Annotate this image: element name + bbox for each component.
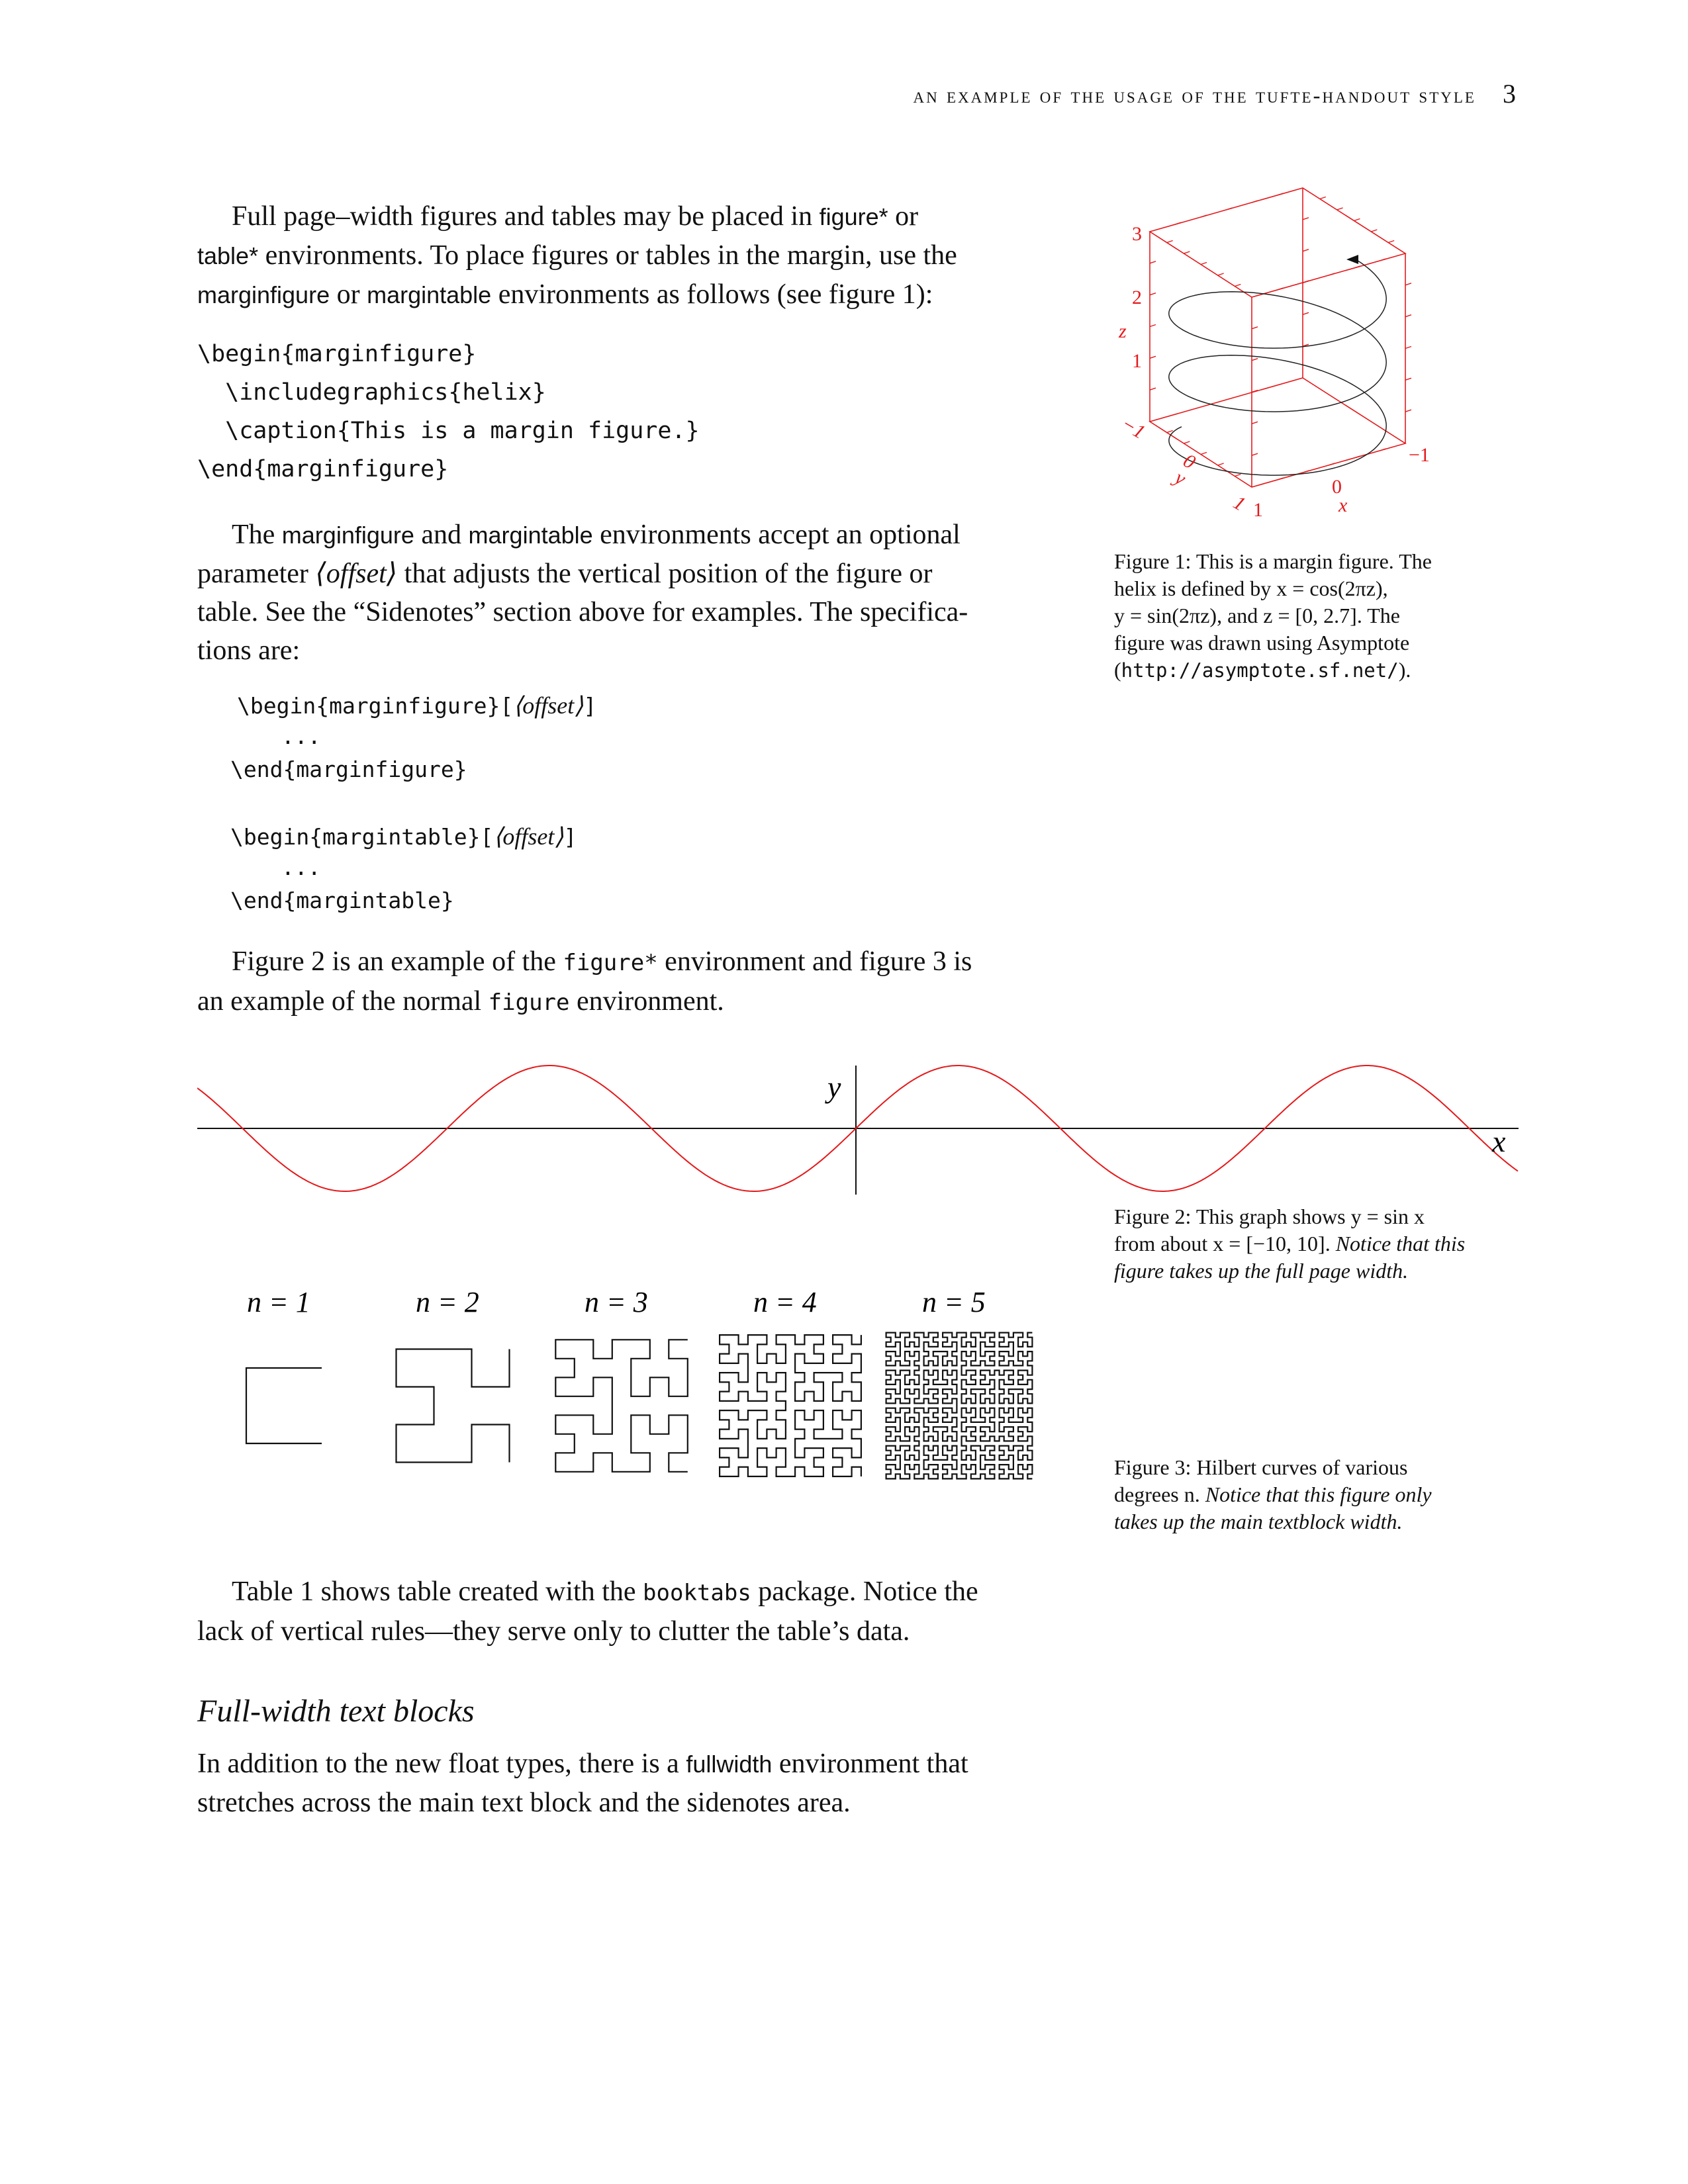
helix-figure [1092, 172, 1523, 556]
code-line: \caption{This is a margin figure.} [197, 418, 700, 444]
text: package. Notice the [751, 1576, 978, 1607]
x-tick: −1 [1409, 444, 1430, 466]
text: Table 1 shows table created with the [232, 1576, 643, 1607]
env-name: marginfigure [281, 522, 414, 549]
text: stretches across the main text block and the sidenotes area. [197, 1788, 851, 1818]
y-tick: −1 [1117, 412, 1149, 443]
text: Full page–width figures and tables may be placed in [232, 201, 820, 232]
x-tick: 1 [1253, 499, 1263, 521]
text: from about x = [−10, 10]. [1114, 1232, 1336, 1255]
param: ⟨offset⟩ [513, 692, 584, 719]
z-label: z [1119, 320, 1127, 342]
helix-axis-labels [1118, 223, 1430, 521]
hilbert-curve-n4 [720, 1335, 861, 1477]
env-name: table* [197, 242, 259, 269]
code-line: \end{margintable} [230, 887, 454, 913]
arrow-head-icon [1346, 255, 1358, 264]
code-line: \includegraphics{helix} [197, 379, 546, 406]
text: The [232, 520, 282, 550]
text: parameter [197, 559, 316, 589]
text: Notice that this [1335, 1232, 1466, 1255]
env-name: margintable [468, 522, 593, 549]
code: ] [583, 693, 597, 719]
z-tick: 3 [1132, 223, 1142, 245]
degree-label: n = 4 [753, 1286, 817, 1318]
text: environments. To place figures or tables in the margin, use the [258, 240, 957, 271]
figure2-caption [1114, 1203, 1518, 1285]
y-axis-label: y [827, 1070, 841, 1104]
caption-line: Figure 3: Hilbert curves of various [1114, 1455, 1408, 1479]
degree-label: n = 2 [416, 1286, 479, 1318]
code: booktabs [643, 1580, 751, 1606]
text: Figure 2 is an example of the [232, 946, 563, 977]
paragraph-floats-intro [197, 197, 1051, 314]
caption-line: figure was drawn using Asymptote [1114, 631, 1410, 655]
text: environment. [569, 986, 724, 1017]
text: or [888, 201, 919, 232]
env-name: fullwidth [686, 1751, 773, 1778]
section-heading: Full-width text blocks [197, 1694, 475, 1729]
hilbert-curve-n5 [886, 1333, 1033, 1479]
helix-curve [1169, 259, 1386, 475]
text: ( [1114, 658, 1121, 682]
helix-ticks [1150, 193, 1411, 480]
code: ] [563, 824, 577, 850]
sine-figure [197, 1046, 1519, 1198]
text: and [414, 520, 469, 550]
code-line: ... [281, 854, 321, 880]
text: In addition to the new float types, there is a [197, 1749, 686, 1779]
text: degrees n. [1114, 1482, 1205, 1506]
y-tick: 1 [1229, 491, 1249, 516]
text: environment that [772, 1749, 968, 1779]
paragraph-offset [197, 516, 1051, 670]
param: ⟨offset⟩ [315, 559, 398, 589]
figure1-caption [1114, 548, 1518, 684]
page-number: 3 [1503, 79, 1516, 109]
text: environments accept an optional [592, 520, 961, 550]
caption-line: takes up the main textblock width. [1114, 1510, 1403, 1533]
env-name: figure* [819, 203, 888, 230]
param: ⟨offset⟩ [493, 823, 564, 850]
figure3-caption [1114, 1454, 1518, 1535]
degree-label: n = 1 [247, 1286, 310, 1318]
degree-label: n = 5 [922, 1286, 986, 1318]
code-line: ... [281, 723, 321, 749]
code-line: \end{marginfigure} [230, 756, 467, 782]
text: environment and figure 3 is [657, 946, 972, 977]
paragraph-fullwidth [197, 1745, 1051, 1822]
text: ). [1398, 658, 1411, 682]
text: lack of vertical rules—they serve only to clutter the table’s data. [197, 1616, 910, 1647]
hilbert-curve-n3 [555, 1340, 688, 1472]
text: table. See the “Sidenotes” section above for examples. The specifica- [197, 597, 968, 627]
x-label: x [1338, 494, 1348, 516]
url-link[interactable]: http://asymptote.sf.net/ [1121, 659, 1399, 682]
caption-line: y = sin(2πz), and z = [0, 2.7]. The [1114, 604, 1400, 627]
y-label: y [1170, 467, 1190, 490]
x-axis-label: x [1492, 1124, 1506, 1158]
hilbert-curve-n2 [397, 1349, 510, 1463]
paragraph-figure-refs [197, 942, 1051, 1022]
hilbert-labels [247, 1286, 986, 1318]
paragraph-booktabs [197, 1572, 1051, 1651]
code-line: \begin{marginfigure} [197, 341, 477, 367]
env-name: marginfigure [197, 281, 330, 308]
hilbert-figure [197, 1264, 1051, 1489]
caption-line: Figure 2: This graph shows y = sin x [1114, 1205, 1425, 1228]
code: \begin{marginfigure}[ [237, 693, 514, 719]
x-tick: 0 [1332, 476, 1342, 498]
text: an example of the normal [197, 986, 489, 1017]
text: or [330, 279, 367, 310]
text: environments as follows (see figure 1): [491, 279, 933, 310]
hilbert-curves [246, 1333, 1032, 1479]
running-head-title: an example of the usage of the tufte-handout style [913, 84, 1476, 108]
code: \begin{margintable}[ [230, 824, 494, 850]
code-line: \end{marginfigure} [197, 456, 449, 482]
caption-line: helix is defined by x = cos(2πz), [1114, 576, 1388, 600]
degree-label: n = 3 [585, 1286, 648, 1318]
code: figure [488, 989, 570, 1016]
z-tick: 2 [1132, 287, 1142, 308]
text: tions are: [197, 635, 301, 666]
text: that adjusts the vertical position of the figure or [397, 559, 933, 589]
code: figure* [563, 950, 658, 976]
hilbert-curve-n1 [246, 1368, 322, 1443]
text: Notice that this figure only [1205, 1482, 1432, 1506]
running-head [662, 78, 1516, 109]
caption-line: figure takes up the full page width. [1114, 1259, 1409, 1283]
code-line [230, 823, 577, 850]
caption-line: Figure 1: This is a margin figure. The [1114, 549, 1432, 573]
env-name: margintable [367, 281, 492, 308]
z-tick: 1 [1132, 350, 1142, 372]
code-line [237, 692, 596, 719]
y-tick: 0 [1179, 449, 1199, 474]
